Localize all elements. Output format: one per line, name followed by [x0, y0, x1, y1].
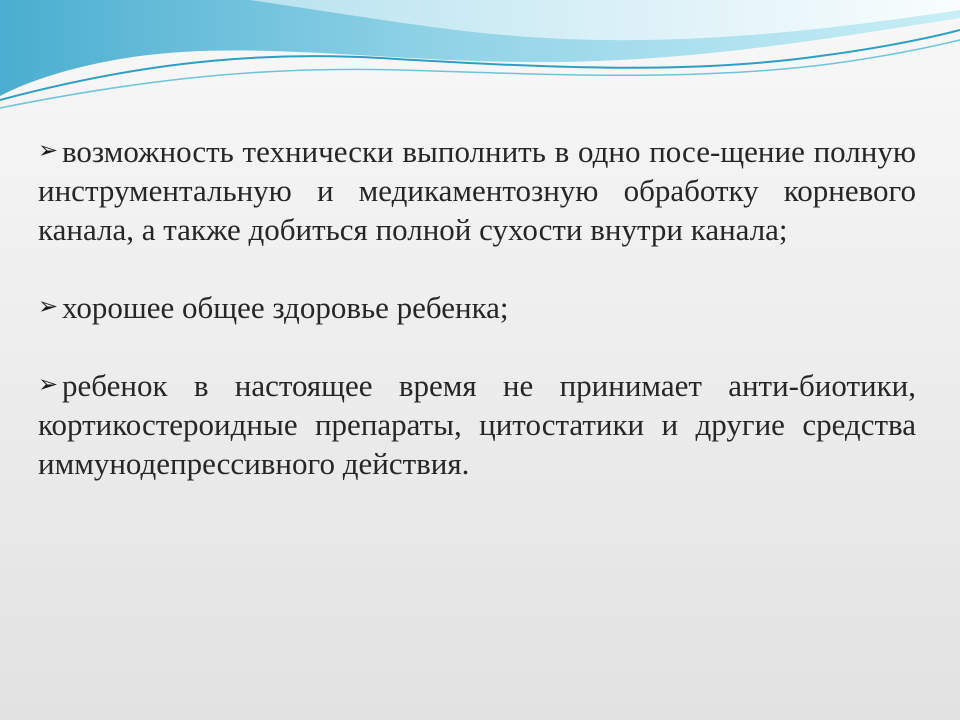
bullet-text: возможность технически выполнить в одно посе-щение полную инструментальную и медикаментозную обработку корневого канала, а также добиться полной сухости внутри канала; — [38, 134, 916, 247]
arrow-bullet-icon: ➢ — [38, 372, 59, 398]
arrow-bullet-icon: ➢ — [38, 138, 59, 164]
bullet-item-2 — [38, 288, 916, 327]
arrow-bullet-icon: ➢ — [38, 294, 59, 320]
bullet-item-1 — [38, 132, 916, 249]
bullet-item-3 — [38, 366, 916, 483]
slide-content — [38, 132, 916, 483]
bullet-text: хорошее общее здоровье ребенка; — [62, 290, 509, 325]
bullet-text: ребенок в настоящее время не принимает анти-биотики, кортикостероидные препараты, цитостатики и другие средства иммунодепрессивного действия. — [38, 368, 916, 481]
header-wave-decoration — [0, 0, 960, 120]
